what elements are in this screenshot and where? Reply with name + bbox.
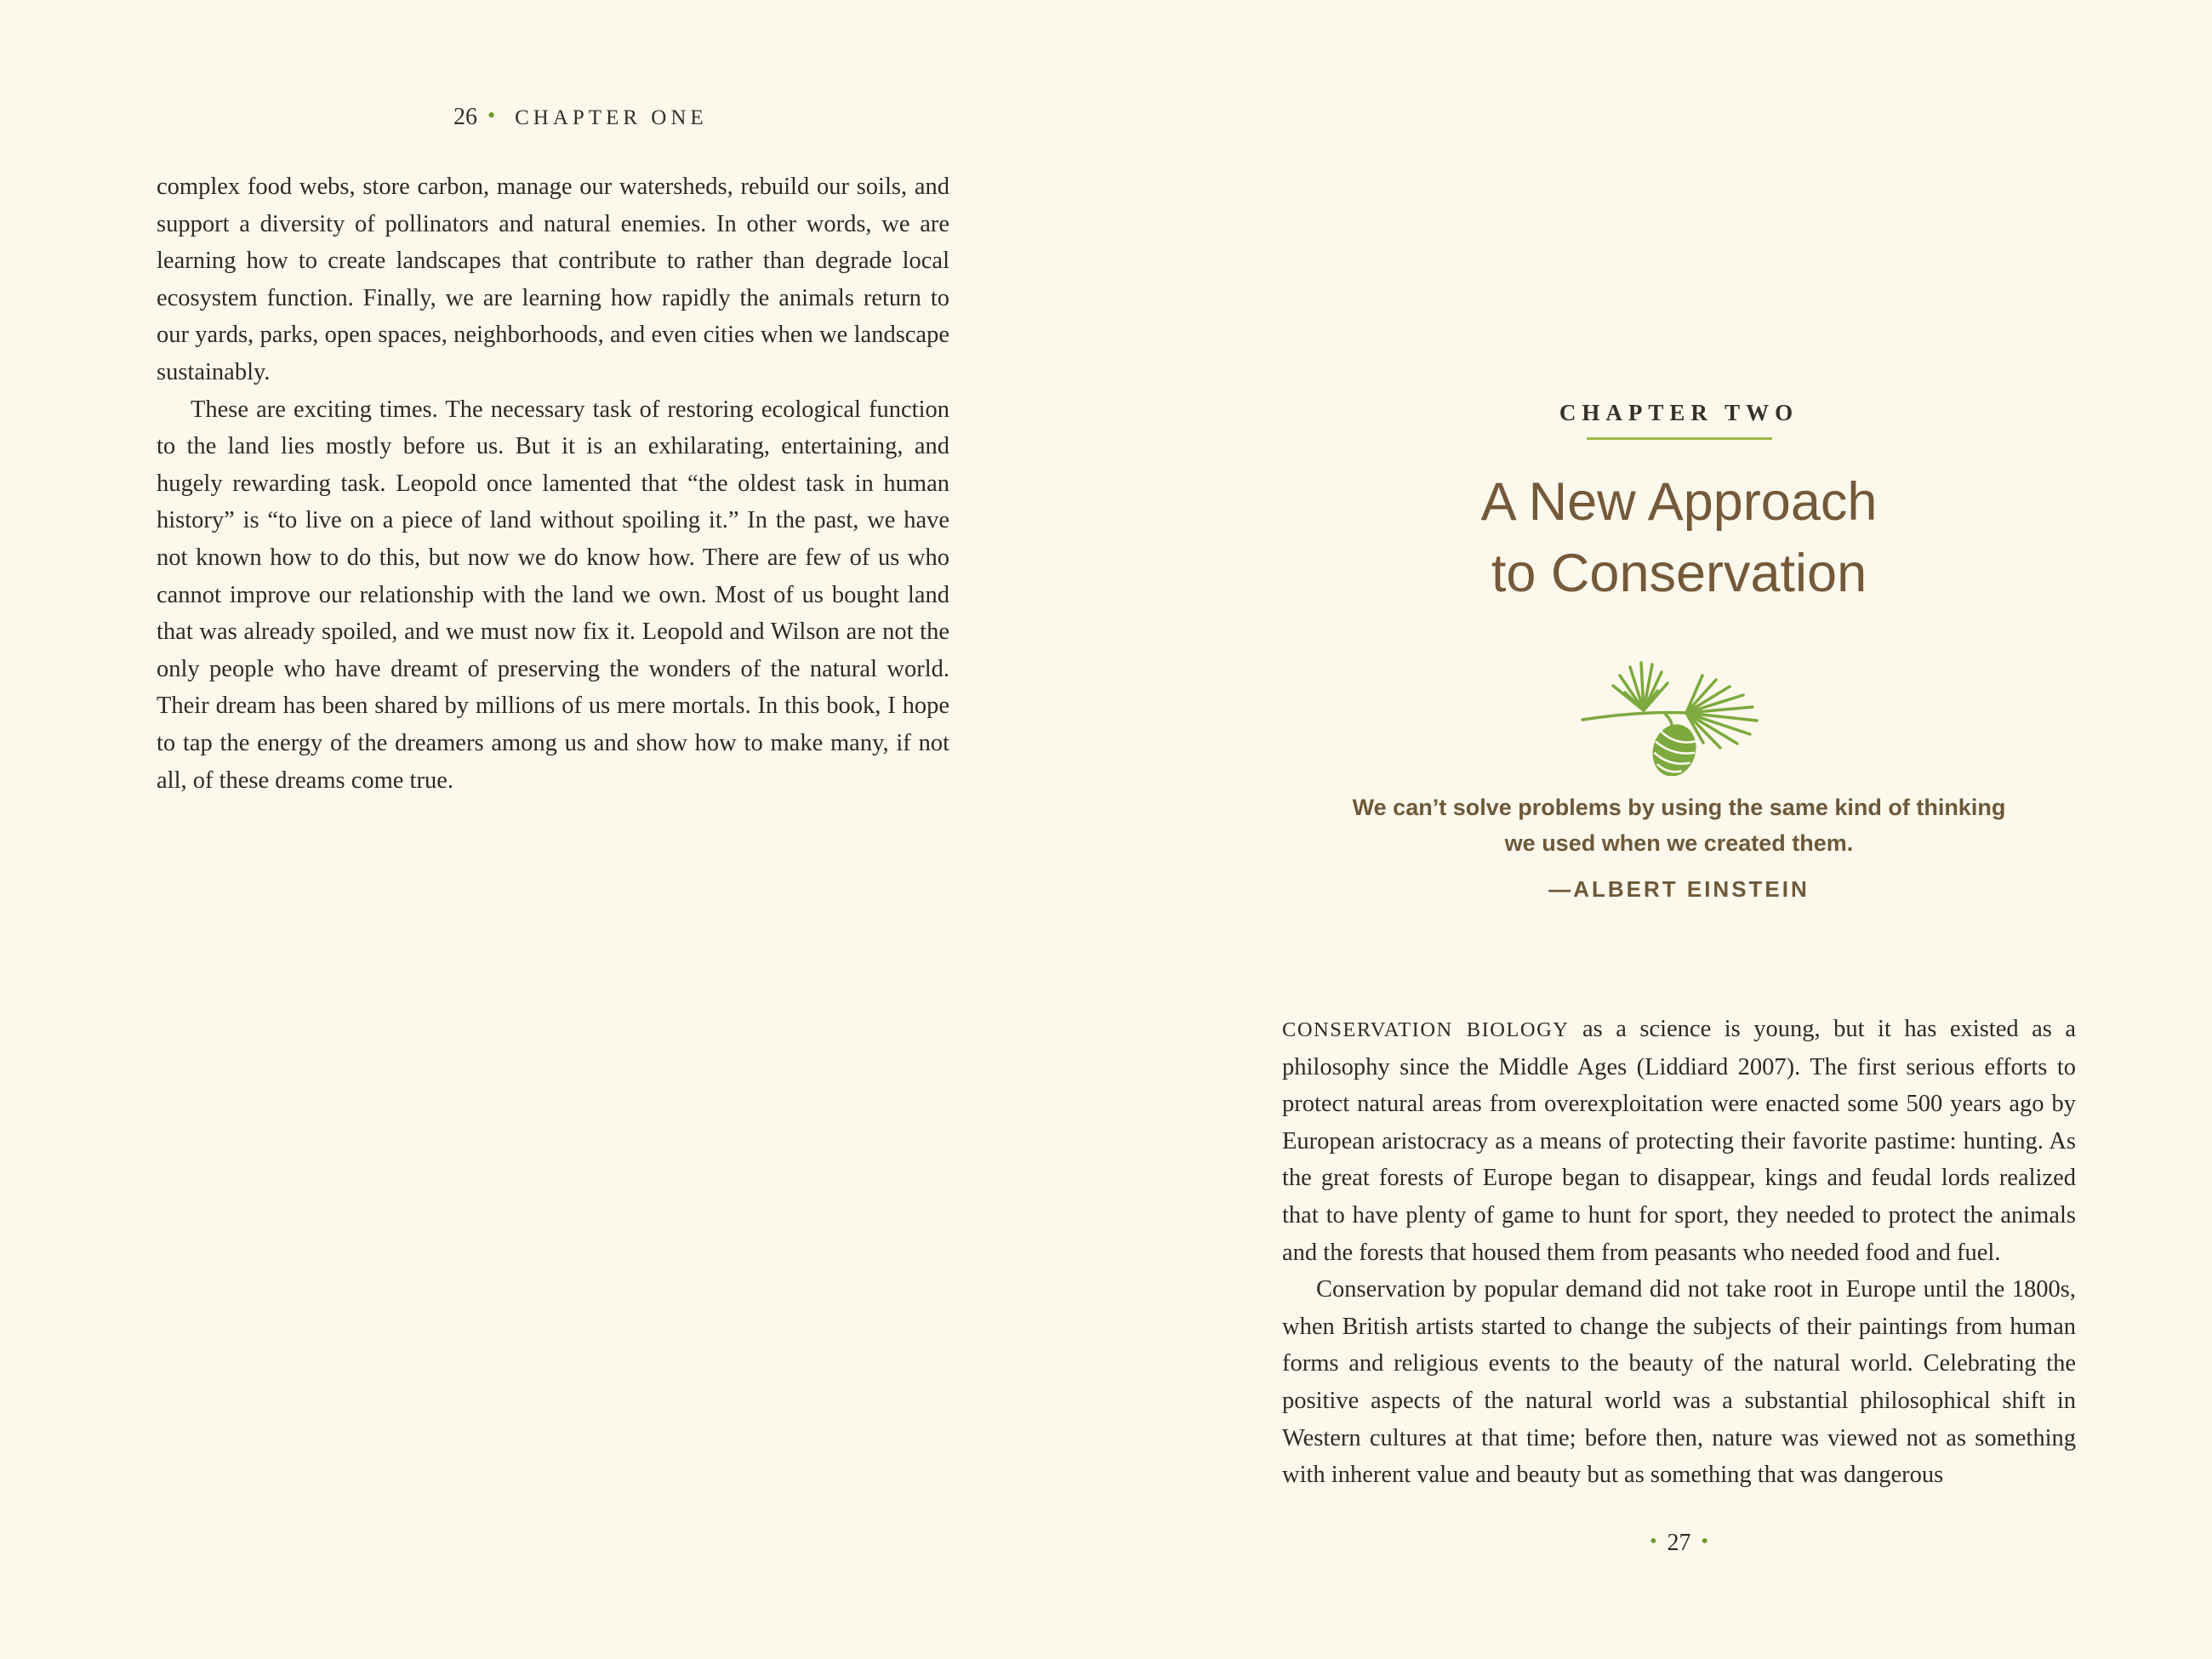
paragraph: complex food webs, store carbon, manage our watersheds, rebuild our soils, and support a diversity of pollinators and natural enemies. In other words, we are learning how to create landscapes that contribute to rather than degrade local ecosystem function. Finally, we are learning how rapidly the animals return to our yards, parks, open spaces, neighborhoods, and even cities when we landscape sustainably. (157, 174, 949, 385)
chapter-title-line1: A New Approach (1480, 472, 1878, 532)
bullet-icon: • (1650, 1531, 1657, 1553)
paragraph-text: as a science is young, but it has existed as a philosophy since the Middle Ages (Liddiard 2007). The first serious efforts to protect natural areas from overexploitation were enacted some 500 years ago by European aristocracy as a means of protecting their favorite pastime: hunting. As the great forests of Europe began to disappear, kings and feudal lords realized that to have plenty of game to hunt for sport, they needed to protect the animals and the forests that housed them from peasants who needed food and fuel. (1282, 1016, 2076, 1266)
paragraph (1282, 1011, 2076, 1271)
bullet-icon: • (487, 103, 497, 128)
epigraph-attribution: —ALBERT EINSTEIN (1548, 876, 1810, 902)
paragraph: Conservation by popular demand did not take root in Europe until the 1800s, when British artists started to change the subjects of their paintings from human forms and religious events to the beauty of the natural world. Celebrating the positive aspects of the natural world was a substantial philosophical shift in Western cultures at that time; before then, nature was viewed not as something with inherent value and beauty but as something that was dangerous (1282, 1276, 2076, 1489)
left-body-text (157, 168, 949, 799)
chapter-title (1282, 466, 2076, 609)
bullet-icon: • (1701, 1531, 1708, 1553)
epigraph (1282, 790, 2076, 861)
page-footer (1282, 1530, 2076, 1557)
running-head-chapter: CHAPTER ONE (515, 106, 708, 129)
pine-sprig-icon (1577, 640, 1782, 776)
page-number-right: 27 (1667, 1530, 1691, 1556)
chapter-kicker: CHAPTER TWO (1559, 400, 1799, 425)
running-head (453, 104, 708, 131)
right-body-text (1282, 1011, 2076, 1494)
lead-in-small-caps: CONSERVATION BIOLOGY (1282, 1018, 1570, 1041)
chapter-title-line2: to Conservation (1491, 544, 1867, 603)
epigraph-line1: We can’t solve problems by using the same kind of thinking (1352, 795, 2006, 820)
right-page (1282, 0, 2076, 1659)
page-number-left: 26 (453, 104, 477, 130)
kicker-rule (1587, 437, 1772, 440)
epigraph-line2: we used when we created them. (1504, 830, 1854, 856)
paragraph: These are exciting times. The necessary task of restoring ecological function to the land lies mostly before us. But it is an exhilarating, entertaining, and hugely rewarding task. Leopold once lamented that “the oldest task in human history” is “to live on a piece of land without spoiling it.” In the past, we have not known how to do this, but now we do know how. There are few of us who cannot improve our relationship with the land we own. Most of us bought land that was already spoiled, and we must now fix it. Leopold and Wilson are not the only people who have dreamt of preserving the wonders of the natural world. Their dream has been shared by millions of us mere mortals. In this book, I hope to tap the energy of the dreamers among us and show how to make many, if not all, of these dreams come true. (157, 396, 949, 794)
